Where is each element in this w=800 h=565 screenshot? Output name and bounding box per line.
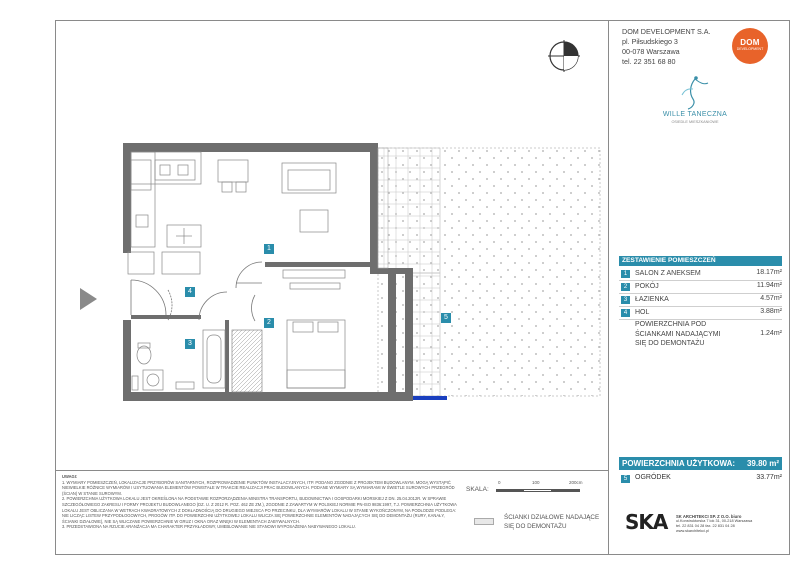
scale-bar: SKALA: 0 100 200cm bbox=[466, 480, 583, 493]
legend-swatch bbox=[474, 518, 494, 525]
room-marker-3: 3 bbox=[185, 339, 195, 349]
terrace-tiles bbox=[378, 148, 440, 273]
note-item: 2. POWIERZCHNIA UŻYTKOWA LOKALU JEST OKREŚLONA NA PODSTAWIE ROZPORZĄDZENIA MINISTRA TRANSPORTU, BUDOWNICTWA I GOSPODARKI MORSKIEJ Z DN. 25.04.2012R. W SPRAWIE SZCZEGÓŁOWEGO ZAKRESU I FORMY PROJEKTU BUDOWLANEGO (DZ. U. Z 2012 R. POZ. 462 ZE ZM.), ZGODNIE Z ZAWARTYM W POLSKIEJ NORMIE PN-ISO 9836:1997, T.J. POWIERZCHNIA UŻYTKOWA LOKALU JEST OBLICZANA W WETRACH KWADRATOWYCH Z DOKŁADNOŚCIĄ DO DRUGIEGO MIEJSCA PO PRZECINKU, DLA WYMIARÓW LOKALU W STANIE WYKOŃCZONYM, NA PODŁODZE PODLEGA: NIE LICZĄC LISTEW PRZYPODŁOGOWYCH, PROGÓW ITP. DO POWIERZCHNI UŻYTKOWEJ LOKALU WLICZA SIĘ POWIERZCHNIE ELEMENTÓW NADAJĄCYCH SIĘ DO DEMONTAŻU (RURY, KANAŁY, ŚCIANKI DZIAŁOWE), NIE SĄ WLICZANE POWIERZCHNIE W GRUZ I OKNA ORAZ WNĘKI W ELEMENTACH ZABYWALNYCH. bbox=[62, 496, 457, 524]
room-marker-5: 5 bbox=[441, 313, 451, 323]
project-name: WILLE TANECZNA bbox=[662, 111, 728, 118]
room-marker-2: 2 bbox=[264, 318, 274, 328]
window-marker bbox=[413, 396, 447, 400]
company-name: DOM DEVELOPMENT S.A. bbox=[622, 27, 711, 36]
room-row: 2 POKÓJ 11.94m² bbox=[619, 282, 782, 292]
doors bbox=[131, 262, 262, 321]
company-info bbox=[622, 27, 711, 67]
kitchen-counter bbox=[128, 152, 201, 274]
bathroom-fixtures bbox=[132, 330, 262, 392]
project-logo bbox=[640, 75, 750, 127]
scale-bar-graphic bbox=[496, 489, 580, 492]
sofa bbox=[282, 163, 336, 232]
room-marker-4: 4 bbox=[185, 287, 195, 297]
usable-area-value: 39.80 m² bbox=[746, 459, 779, 468]
room-row: 4 HOL 3.88m² bbox=[619, 308, 782, 318]
room-row: 1 SALON Z ANEKSEM 18.17m² bbox=[619, 269, 782, 279]
company-phone: tel. 22 351 68 80 bbox=[622, 57, 676, 66]
architect-block bbox=[620, 508, 784, 550]
architect-info: SK ARCHITEKCI SP. Z O.O. biuro ul.Konstruktorska 7 lok 31, 00-218 Warszawa tel. 22 831 04 28 fax. 22 831 04 28 www.skarchitekci.pl bbox=[676, 514, 753, 533]
tv-unit bbox=[283, 270, 345, 278]
legend-text: ŚCIANKI DZIAŁOWE NADAJĄCE SIĘ DO DEMONTAŻU bbox=[504, 514, 600, 530]
company-address-line2: 00-078 Warszawa bbox=[622, 47, 680, 56]
project-subtitle: OSIEDLE MIESZKANIOWE bbox=[671, 120, 719, 124]
room-marker-1: 1 bbox=[264, 244, 274, 254]
bed bbox=[287, 320, 345, 388]
entrance-arrow-icon bbox=[80, 288, 97, 310]
dom-development-logo: DOM DEVELOPMENT bbox=[728, 28, 772, 64]
note-item: 3. PRZEDSTAWIONA NA RZUCIE ARANŻACJA MA CHARAKTER PRZYKŁADOWY, UMEBLOWANIE NIE STANOWI WYPOSAŻENIA NABYWANEGO LOKALU. bbox=[62, 524, 356, 530]
dining-table bbox=[218, 160, 248, 192]
notes bbox=[62, 474, 457, 530]
notes-heading: UWAGI: bbox=[62, 474, 78, 479]
room-row: 3 ŁAZIENKA 4.57m² bbox=[619, 295, 782, 305]
dancer-icon bbox=[640, 75, 750, 111]
usable-area-label: POWIERZCHNIA UŻYTKOWA: bbox=[622, 459, 736, 468]
usable-area-bar bbox=[619, 457, 782, 470]
notes-divider bbox=[55, 470, 608, 471]
note-item: 1. WYMIARY POMIESZCZEŃ, LOKALIZACJE PRZYBORÓW SANITARNYCH, ROZPROWADZENIE PUNKTÓW INSTALACYJNYCH, ITP. PODANO ZGODNIE Z PROJEKTEM BUDOWLANYM. MOGĄ WYSTĄPIĆ NIEWIELKIE RÓŻNICE WYMIARÓW I USYTUOWANIA ELEMENTÓW POWSTAŁE W TRAKCIE REALIZACJI PRAC BUDOWLANYCH. PODANE WYMIARY SĄ WYMIARAMI W ŚWIETLE SUROWYCH PRZEGRÓD (ŚCIAN) W STANIE SUROWYM. bbox=[62, 479, 455, 496]
legend bbox=[466, 513, 606, 537]
rooms-table-title: ZESTAWIENIE POMIESZCZEŃ bbox=[619, 256, 782, 266]
walls bbox=[123, 143, 413, 401]
room-row: POWIERZCHNIA POD ŚCIANKAMI NADAJĄCYMI SIĘ DO DEMONTAŻU 1.24m² bbox=[635, 321, 782, 347]
title-block-divider bbox=[608, 20, 609, 555]
ska-logo: SKA bbox=[625, 510, 668, 534]
company-address-line1: pl. Piłsudskiego 3 bbox=[622, 37, 678, 46]
